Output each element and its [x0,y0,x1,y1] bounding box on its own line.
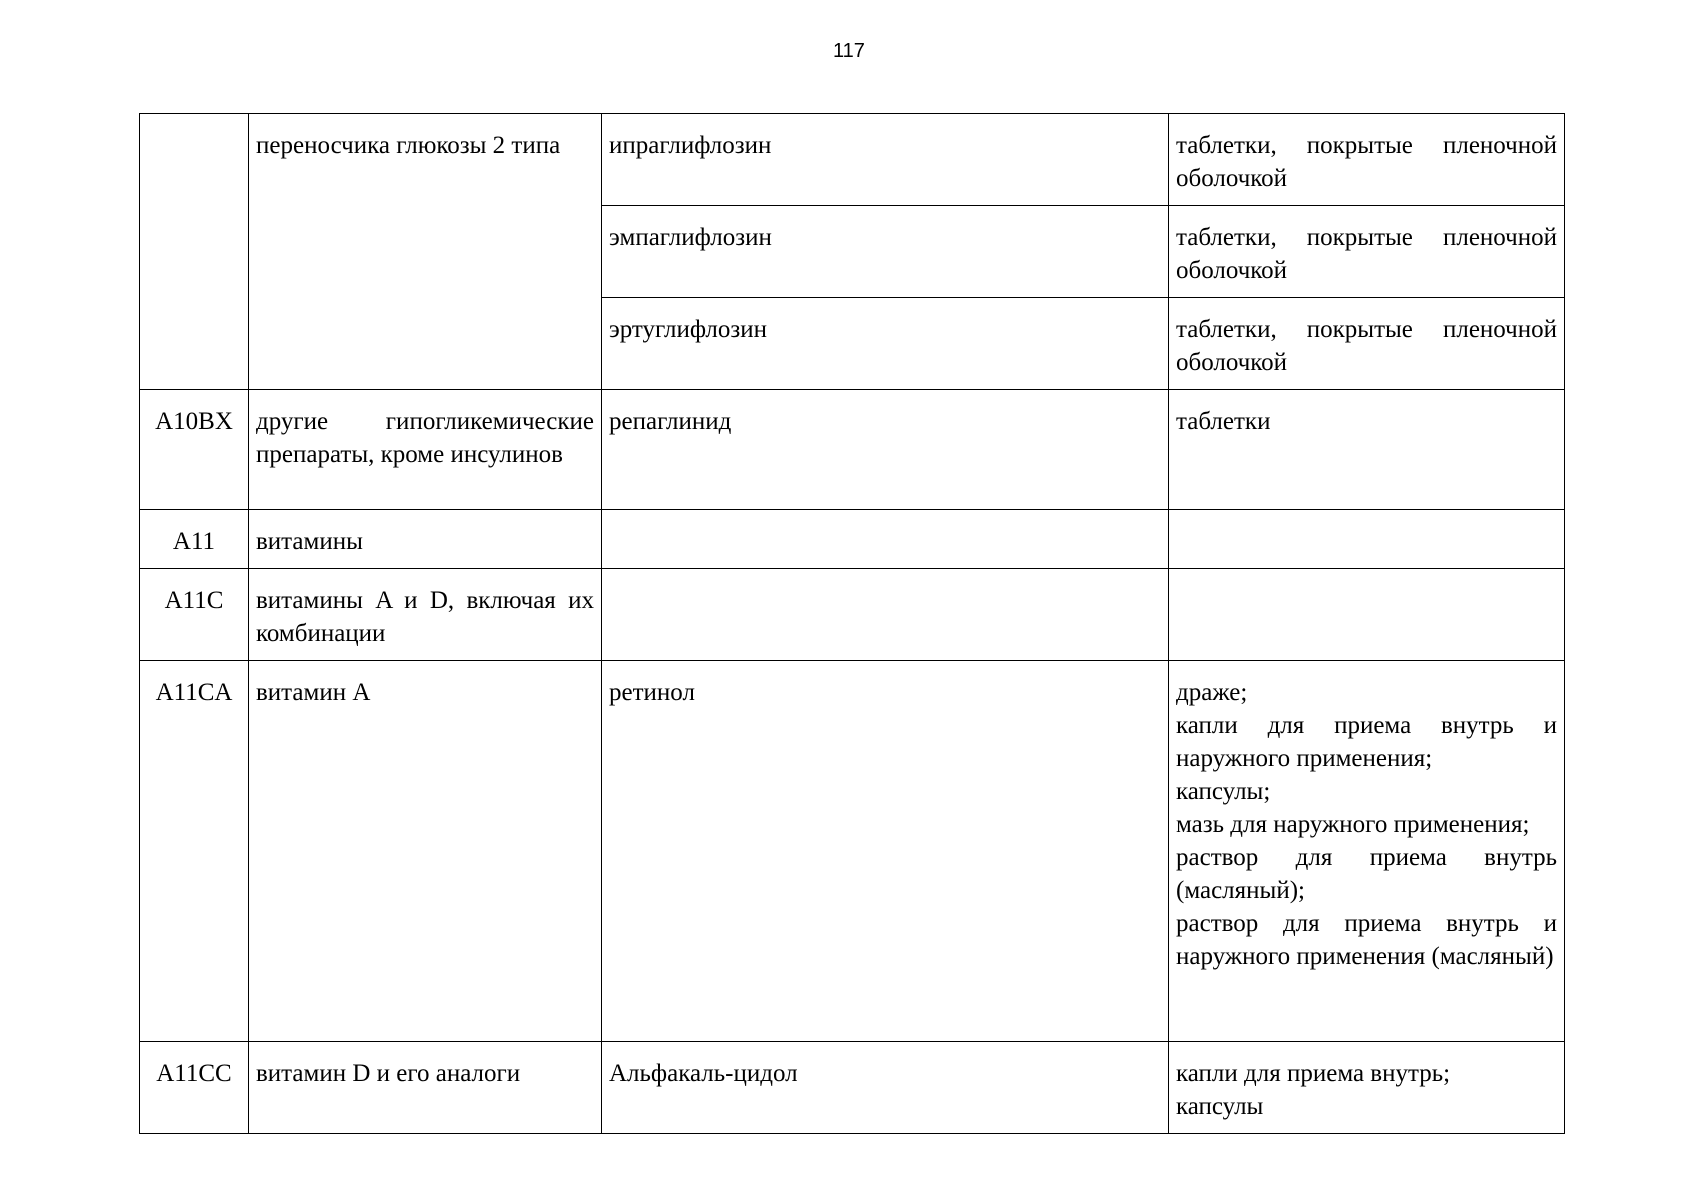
drug-cell: ипраглифлозин [602,114,1169,206]
form-line: таблетки [1176,408,1271,435]
forms-cell [1169,661,1565,1042]
drug-cell: Альфакаль-цидол [602,1042,1169,1134]
atc-code-cell: A10BX [140,390,249,510]
drug-cell: ретинол [602,661,1169,1042]
group-cell: витамин D и его аналоги [249,1042,602,1134]
forms-cell [1169,1042,1565,1134]
forms-cell [1169,206,1565,298]
forms-cell [1169,298,1565,390]
group-cell [249,114,602,390]
drug-cell [602,569,1169,661]
atc-code-cell: A11CC [140,1042,249,1134]
drug-cell: репаглинид [602,390,1169,510]
group-text: другие гипогликемические препараты, кроме инсулинов [256,408,594,468]
form-line: мазь для наружного применения; [1176,811,1530,838]
form-line: капсулы [1176,1093,1264,1120]
atc-code-cell: A11CA [140,661,249,1042]
drug-cell [602,510,1169,569]
form-line: капсулы; [1176,778,1271,805]
table-row [140,1042,1565,1134]
form-line: капли для приема внутрь и наружного применения; [1176,712,1557,772]
table-row [140,114,1565,206]
form-line: раствор для приема внутрь и наружного применения (масляный) [1176,910,1557,970]
group-cell [249,390,602,510]
page-number: 117 [833,40,865,62]
group-cell: витамины [249,510,602,569]
drug-cell: эртуглифлозин [602,298,1169,390]
drug-cell: эмпаглифлозин [602,206,1169,298]
group-text: витамины A и D, включая их комбинации [256,587,594,647]
table-row [140,390,1565,510]
form-line: капли для приема внутрь; [1176,1060,1451,1087]
form-line: раствор для приема внутрь (масляный); [1176,844,1557,904]
table-row [140,661,1565,1042]
table-row [140,510,1565,569]
atc-code-cell: A11 [140,510,249,569]
group-cell: витамин A [249,661,602,1042]
forms-cell [1169,510,1565,569]
form-line: таблетки, покрытые пленочной оболочкой [1176,316,1557,376]
form-line: таблетки, покрытые пленочной оболочкой [1176,132,1557,192]
group-cell [249,569,602,661]
form-line: драже; [1176,679,1248,706]
table-row [140,569,1565,661]
drug-table [139,113,1565,1134]
group-text: переносчика глюкозы 2 типа [256,132,561,159]
form-line: таблетки, покрытые пленочной оболочкой [1176,224,1557,284]
forms-cell [1169,114,1565,206]
atc-code-cell [140,114,249,390]
atc-code-cell: A11C [140,569,249,661]
forms-cell [1169,390,1565,510]
forms-cell [1169,569,1565,661]
